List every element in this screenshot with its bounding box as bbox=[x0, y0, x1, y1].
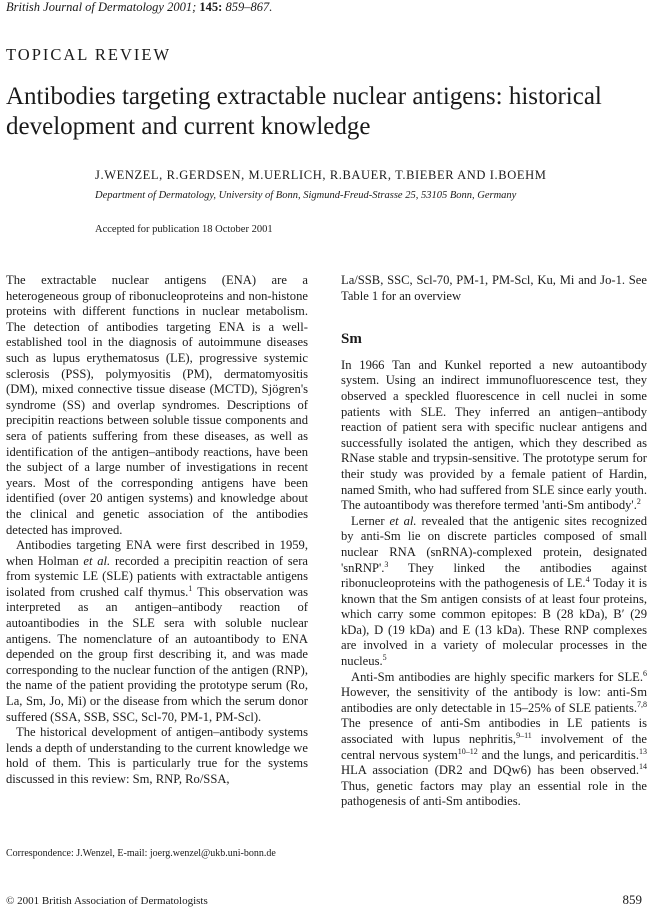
affiliation: Department of Dermatology, University of Bonn, Sigmund-Freud-Strasse 25, 53105 Bonn, Germany bbox=[95, 190, 517, 201]
journal-volume: 145: bbox=[199, 0, 223, 14]
journal-pages: 859–867. bbox=[225, 0, 273, 14]
authors: J.WENZEL, R.GERDSEN, M.UERLICH, R.BAUER, T.BIEBER AND I.BOEHM bbox=[95, 168, 547, 182]
citation-ref[interactable]: 7,8 bbox=[637, 699, 647, 709]
accepted-date: Accepted for publication 18 October 2001 bbox=[95, 224, 273, 235]
citation-ref[interactable]: 13 bbox=[639, 746, 647, 756]
copyright-notice: © 2001 British Association of Dermatologists bbox=[6, 895, 208, 907]
citation-ref[interactable]: 2 bbox=[636, 496, 641, 506]
intro-paragraph-1: The extractable nuclear antigens (ENA) are a heterogeneous group of ribonucleoproteins and non-histone proteins with different functions in nuclear metabolism. The detection of antibodies targeting ENA is a well-established tool in the diagnosis of autoimmune diseases such as lupus erythematosus (LE), progressive systemic sclerosis (PSS), polymyositis (PM), dermatomyositis (DM), mixed connective tissue disease (MCTD), Sjögren's syndrome (SS) and overlap syndromes. Descriptions of precipitin reactions between soluble tissue components and sera of patients suffering from these diseases, as well as identification of the antigen–antibody reactions, have been the subject of a large number of investigations in recent years. Most of the corresponding antigens have been identified (over 20 antigen systems) and knowledge about the clinical and genetic association of the antibodies detected has improved. bbox=[6, 273, 308, 537]
journal-year: 2001; bbox=[167, 0, 197, 14]
section-label: TOPICAL REVIEW bbox=[6, 45, 172, 64]
journal-name: British Journal of Dermatology bbox=[6, 0, 164, 14]
citation-ref[interactable]: 1 bbox=[188, 583, 193, 593]
sm-paragraph-2: Lerner et al. revealed that the antigenic sites recognized by anti-Sm lie on discrete particles composed of small nuclear RNA (snRNA)-complexed protein, designated 'snRNP'.$^3$ They linked the antibodies against ribonucleoproteins with the pathogenesis of LE.$^4$ Today it is known that the Sm antigen consists of at least four proteins, which carry some common epitopes: B (28 kDa), B′ (29 kDa), D (19 kDa) and E (13 kDa). These RNP complexes are involved in a variety of molecular processes in the nucleus.$^5$ bbox=[341, 513, 647, 669]
intro-paragraph-continued: La/SSB, SSC, Scl-70, PM-1, PM-Scl, Ku, Mi and Jo-1. See Table 1 for an overview bbox=[341, 273, 647, 303]
left-column bbox=[6, 273, 308, 788]
article-title: Antibodies targeting extractable nuclear antigens: historical development and current knowledge bbox=[6, 83, 602, 140]
citation-ref[interactable]: 5 bbox=[382, 652, 387, 662]
right-column bbox=[341, 273, 647, 810]
intro-paragraph-2: Antibodies targeting ENA were first described in 1959, when Holman et al. recorded a precipitin reaction of sera from systemic LE (SLE) patients with extractable antigens isolated from crushed calf thymus.$^1$ This observation was interpreted as an antigen–antibody reaction of autoantibodies in the SLE sera with soluble nuclear antigens. The nomenclature of an autoantibody to ENA depended on the group first describing it, and was made corresponding to the nuclear function of the antigen (RNP), the name of the patient providing the prototype serum (Ro, La, Sm, Jo, Mi) or the disease from which the serum donor suffered (SSA, SSB, SSC, Scl-70, PM-1, PM-Scl). bbox=[6, 538, 309, 724]
section-heading-sm: Sm bbox=[341, 331, 362, 348]
page-number: 859 bbox=[622, 892, 642, 907]
citation-ref[interactable]: 4 bbox=[585, 574, 590, 584]
citation-ref[interactable]: 14 bbox=[639, 762, 647, 772]
intro-paragraph-3: The historical development of antigen–antibody systems lends a depth of understanding to the current knowledge we hold of them. This is particularly true for the systems discussed in this review: Sm, RNP, Ro/SSA, bbox=[6, 725, 308, 786]
citation-ref[interactable]: 9–11 bbox=[516, 730, 532, 740]
sm-paragraph-1: In 1966 Tan and Kunkel reported a new autoantibody system. Using an indirect immunofluorescence test, they observed a speckled fluorescence in cell nuclei in some patients with SLE. They inferred an antigen–antibody reaction of patient sera with specific nuclear antigens and successfully isolated the antigen, which they described as RNase stable and trypsin-sensitive. The prototype serum for their study was provided by a female patient of Hardin, named Smith, who had suffered from SLE since early youth. The autoantibody was therefore termed 'anti-Sm antibody'.$^2$ bbox=[341, 357, 647, 513]
citation-ref[interactable]: 6 bbox=[643, 668, 647, 678]
sm-paragraph-3: Anti-Sm antibodies are highly specific markers for SLE.$^6$ However, the sensitivity of the antibody is low: anti-Sm antibodies are only detectable in 15–25% of SLE patients.$^{7,8}$ The presence of anti-Sm antibodies in LE patients is associated with lupus nephritis,$^{9-11}$ involvement of the central nervous system$^{10-12}$ and the lungs, and pericarditis.$^{13}$ HLA association (DR2 and DQw6) has been observed.$^{14}$ Thus, genetic factors may play an essential role in the pathogenesis of anti-Sm antibodies. bbox=[341, 668, 647, 809]
correspondence-note: Correspondence: J.Wenzel, E-mail: joerg.wenzel@ukb.uni-bonn.de bbox=[6, 848, 276, 859]
citation-ref[interactable]: 10–12 bbox=[457, 746, 478, 756]
citation-ref[interactable]: 3 bbox=[384, 559, 389, 569]
running-header bbox=[6, 0, 272, 15]
